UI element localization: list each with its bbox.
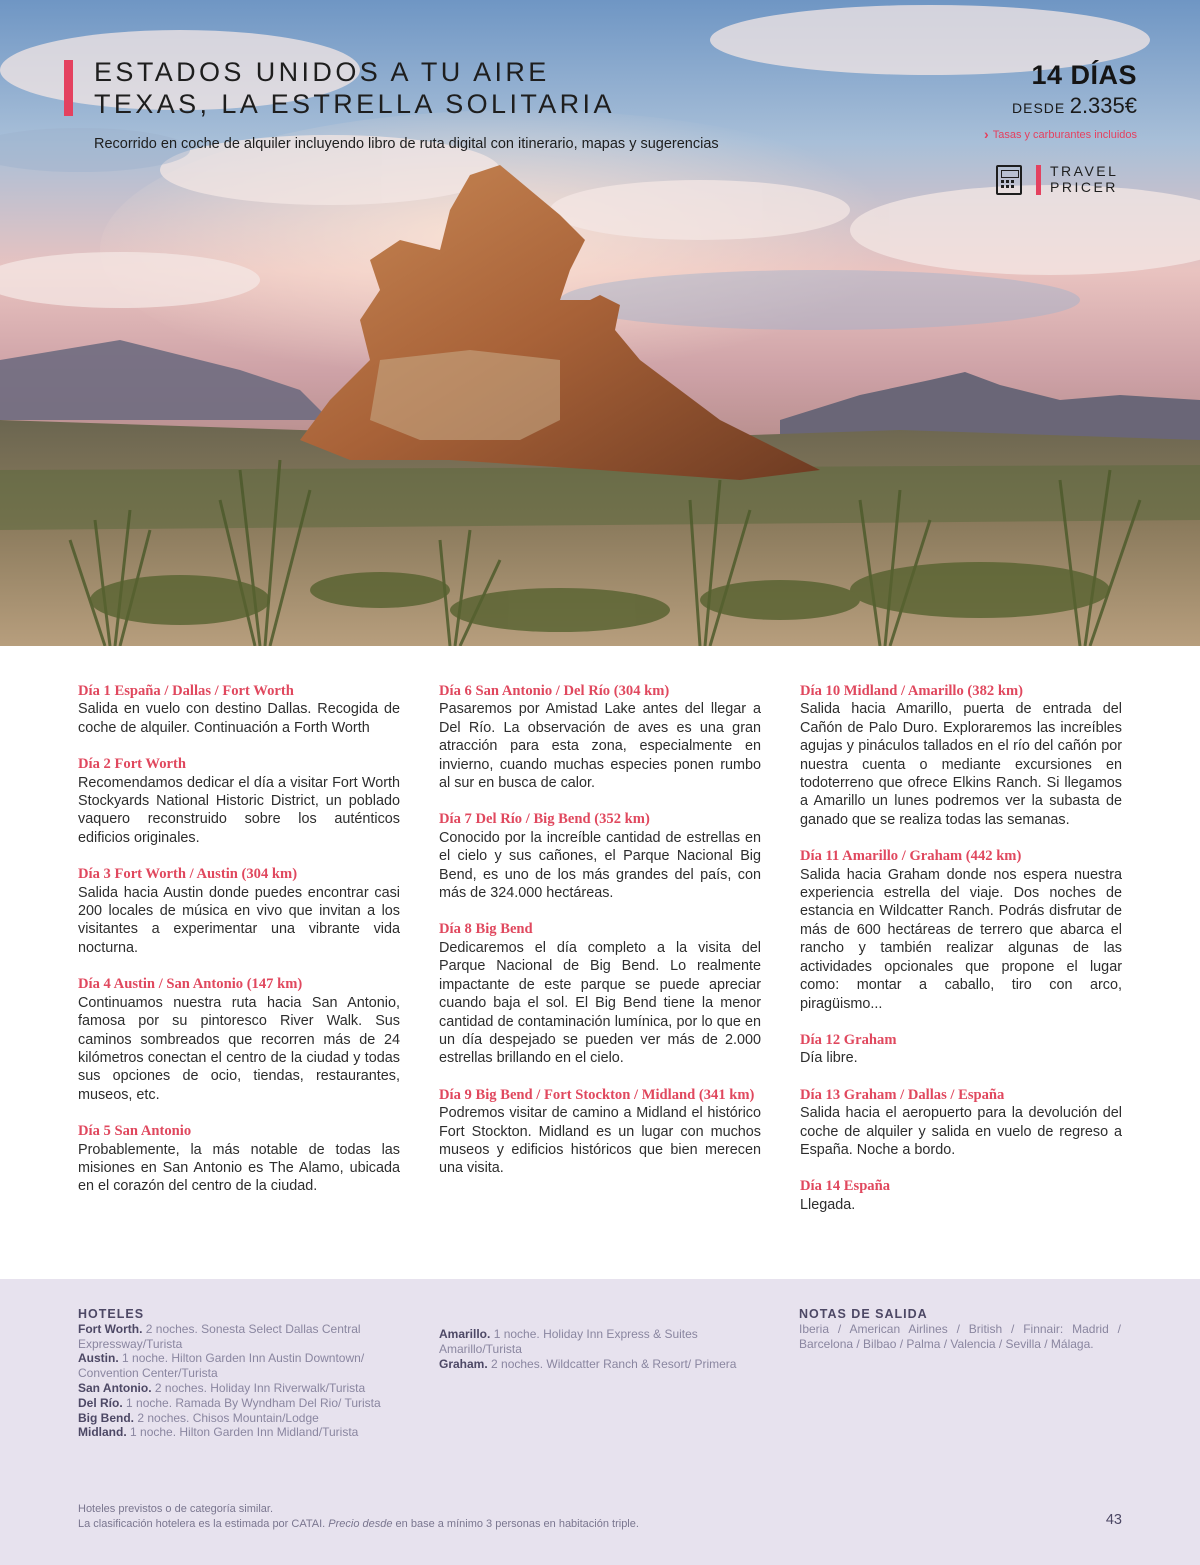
departure-notes-block (799, 1307, 1121, 1351)
day-text: Podremos visitar de camino a Midland el histórico Fort Stockton. Midland es un lugar con muchos museos y edificios históricos que bien merecen una visita. (439, 1105, 761, 1177)
day-text: Probablemente, la más notable de todas las misiones en San Antonio es The Alamo, ubicada en el corazón del centro de la ciudad. (78, 1141, 400, 1195)
day-title: Día 6 San Antonio / Del Río (304 km) (439, 683, 670, 699)
footnote-line-2 (78, 1517, 639, 1532)
badge-text (1050, 163, 1118, 195)
hotel-desc: 1 noche. Ramada By Wyndham Del Rio/ Turista (122, 1395, 381, 1410)
day-text: Salida hacia Austin donde puedes encontrar casi 200 locales de música en vivo que invitan a los visitantes a experimentar una vibrante vida nocturna. (78, 884, 400, 956)
day-title: Día 8 Big Bend (439, 921, 533, 938)
itinerary-day (439, 920, 761, 1067)
taxes-note (984, 126, 1137, 142)
hotel-desc: 1 noche. Hilton Garden Inn Midland/Turista (126, 1425, 359, 1440)
price (1012, 93, 1137, 119)
hotels-block-continued (439, 1327, 761, 1371)
day-title: Día 9 Big Bend / Fort Stockton / Midland (341 km) (439, 1086, 755, 1103)
day-title: Día 13 Graham / Dallas / España (800, 1086, 1005, 1103)
day-title: Día 7 Del Río / Big Bend (352 km) (439, 811, 650, 828)
footnote-text-a: La clasificación hotelera es la estimada por CATAI. (78, 1517, 329, 1530)
page-number: 43 (1105, 1512, 1122, 1528)
subtitle: Recorrido en coche de alquiler incluyendo libro de ruta digital con itinerario, mapas y sugerencias (94, 136, 719, 152)
itinerary-day (78, 682, 400, 737)
day-text: Salida hacia Graham donde nos espera nuestra experiencia estrella del viaje. Dos noches de estancia en Wildcatter Ranch. Podrás disfrutar de más de 600 hectáreas de terrero que abarca el rancho y también realizar algunas de las actividades opcionales que propone el lugar como: montar a caballo, tiro con arco, piragüismo... (800, 866, 1122, 1012)
hotels-block (78, 1307, 400, 1440)
hotel-entry (78, 1411, 400, 1426)
taxes-note-text: Tasas y carburantes incluidos (992, 129, 1137, 141)
itinerary-day (439, 810, 761, 902)
footnote (78, 1502, 639, 1531)
calculator-icon (996, 165, 1022, 195)
hotel-city: Big Bend. (78, 1410, 134, 1425)
day-title: Día 11 Amarillo / Graham (442 km) (800, 848, 1022, 865)
day-title: Día 14 España (800, 1178, 891, 1195)
price-value: 2.335€ (1069, 93, 1137, 118)
hotel-city: Amarillo. (439, 1327, 491, 1341)
day-text: Salida hacia el aeropuerto para la devolución del coche de alquiler y salida en vuelo de regreso a España. Noche a bordo. (800, 1105, 1122, 1158)
day-text: Recomendamos dedicar el día a visitar Fort Worth Stockyards National Historic District, un poblado vaquero reconstruido sobre los auténticos edificios originales. (78, 774, 400, 846)
itinerary-day (800, 847, 1122, 1013)
hotel-city: Fort Worth. (78, 1321, 143, 1336)
itinerary-day (439, 1086, 761, 1178)
hotel-entry (78, 1381, 400, 1396)
hotel-desc: 2 noches. Chisos Mountain/Lodge (134, 1410, 319, 1425)
itinerary-day (800, 1086, 1122, 1160)
footnote-line-1: Hoteles previstos o de categoría similar. (78, 1503, 274, 1515)
hotel-desc: 2 noches. Sonesta Select Dallas Central Expressway/Turista (78, 1321, 361, 1351)
hotels-heading: HOTELES (78, 1307, 145, 1321)
itinerary-day (800, 1031, 1122, 1068)
hotel-desc: 1 noche. Hilton Garden Inn Austin Downtown/ Convention Center/Turista (78, 1351, 365, 1381)
hotel-city: Midland. (78, 1425, 127, 1440)
price-label: DESDE (1012, 100, 1066, 116)
hotel-desc: 2 noches. Wildcatter Ranch & Resort/ Primera (487, 1356, 737, 1371)
badge-line-2: PRICER (1050, 179, 1118, 195)
itinerary-column-2 (439, 682, 761, 1196)
hotel-entry (78, 1396, 400, 1411)
day-text: Día libre. (800, 1050, 858, 1067)
info-panel (0, 1279, 1200, 1565)
day-title: Día 1 España / Dallas / Fort Worth (78, 683, 294, 699)
itinerary-day (78, 865, 400, 957)
hotel-entry (439, 1327, 761, 1357)
title-accent-bar (64, 60, 73, 116)
day-text: Continuamos nuestra ruta hacia San Antonio, famosa por su pintoresco River Walk. Sus caminos sombreados que recorren más de 24 kilómetros conectan el centro de la ciudad y todas sus opciones de ocio, tiendas, restaurantes, museos, etc. (78, 994, 400, 1103)
footnote-text-b: Precio desde (328, 1517, 393, 1530)
itinerary-column-1 (78, 682, 400, 1214)
day-title: Día 2 Fort Worth (78, 756, 186, 773)
day-text: Llegada. (800, 1196, 856, 1213)
day-title: Día 3 Fort Worth / Austin (304 km) (78, 866, 298, 883)
itinerary-day (78, 975, 400, 1104)
hotel-city: Austin. (78, 1351, 119, 1366)
itinerary-column-3 (800, 682, 1122, 1232)
hotel-city: Del Río. (78, 1395, 123, 1410)
itinerary-day (800, 682, 1122, 829)
title-line-1: ESTADOS UNIDOS A TU AIRE (94, 57, 550, 87)
day-text: Dedicaremos el día completo a la visita del Parque Nacional de Big Bend. Lo realmente impactante de este parque se puede apreciar cuando baja el sol. El Big Bend tiene la menor cantidad de contaminación lumínica, por lo que en un día despejado se pueden ver más de 2.000 estrellas brillando en el cielo. (439, 939, 761, 1067)
badge-accent-bar (1036, 165, 1041, 195)
travel-pricer-badge (996, 163, 1122, 197)
itinerary-day (439, 682, 761, 792)
badge-line-1: TRAVEL (1050, 163, 1119, 179)
duration: 14 DÍAS (1031, 60, 1137, 90)
hotel-entry (78, 1322, 400, 1352)
hero-photo (0, 0, 1200, 646)
hotel-city: Graham. (439, 1356, 488, 1371)
day-text: Salida hacia Amarillo, puerta de entrada del Cañón de Palo Duro. Exploraremos las increíbles agujas y pináculos tallados en el río del cañón por nuestra cuenta o mediante excursiones en todoterreno que ofrece Elkins Ranch. Si llegamos a Amarillo un lunes podremos ver la subasta de ganado que se realiza todas las semanas. (800, 701, 1122, 828)
hotel-entry (78, 1351, 400, 1381)
hotel-desc: 2 noches. Holiday Inn Riverwalk/Turista (151, 1380, 366, 1395)
page-title (94, 56, 615, 120)
hotel-entry (439, 1357, 761, 1372)
itinerary-day (800, 1177, 1122, 1214)
footnote-text-c: en base a mínimo 3 personas en habitación triple. (392, 1517, 639, 1530)
day-title: Día 5 San Antonio (78, 1123, 192, 1140)
day-text: Pasaremos por Amistad Lake antes del llegar a Del Río. La observación de aves es una gran atracción para esta zona, especialmente en invierno, cuando muchas especies ponen rumbo al sur en busca de calor. (439, 701, 761, 792)
itinerary-day (78, 755, 400, 847)
title-line-2: TEXAS, LA ESTRELLA SOLITARIA (94, 89, 615, 119)
hotel-desc: 1 noche. Holiday Inn Express & Suites Amarillo/Turista (439, 1327, 698, 1356)
hotel-entry (78, 1425, 400, 1440)
day-title: Día 10 Midland / Amarillo (382 km) (800, 683, 1023, 699)
day-text: Salida en vuelo con destino Dallas. Recogida de coche de alquiler. Continuación a Forth Worth (78, 701, 400, 736)
departure-notes-heading: NOTAS DE SALIDA (799, 1307, 928, 1321)
chevron-right-icon: › (984, 126, 989, 142)
hotel-city: San Antonio. (78, 1380, 152, 1395)
day-title: Día 4 Austin / San Antonio (147 km) (78, 976, 303, 993)
day-text: Conocido por la increíble cantidad de estrellas en el cielo y sus cañones, el Parque Nacional Big Bend, es uno de los más grandes del país, con más de 324.000 hectáreas. (439, 829, 761, 902)
itinerary-day (78, 1122, 400, 1196)
day-title: Día 12 Graham (800, 1031, 897, 1048)
departure-notes-text: Iberia / American Airlines / British / Finnair: Madrid / Barcelona / Bilbao / Palma / Valencia / Sevilla / Málaga. (799, 1321, 1121, 1351)
